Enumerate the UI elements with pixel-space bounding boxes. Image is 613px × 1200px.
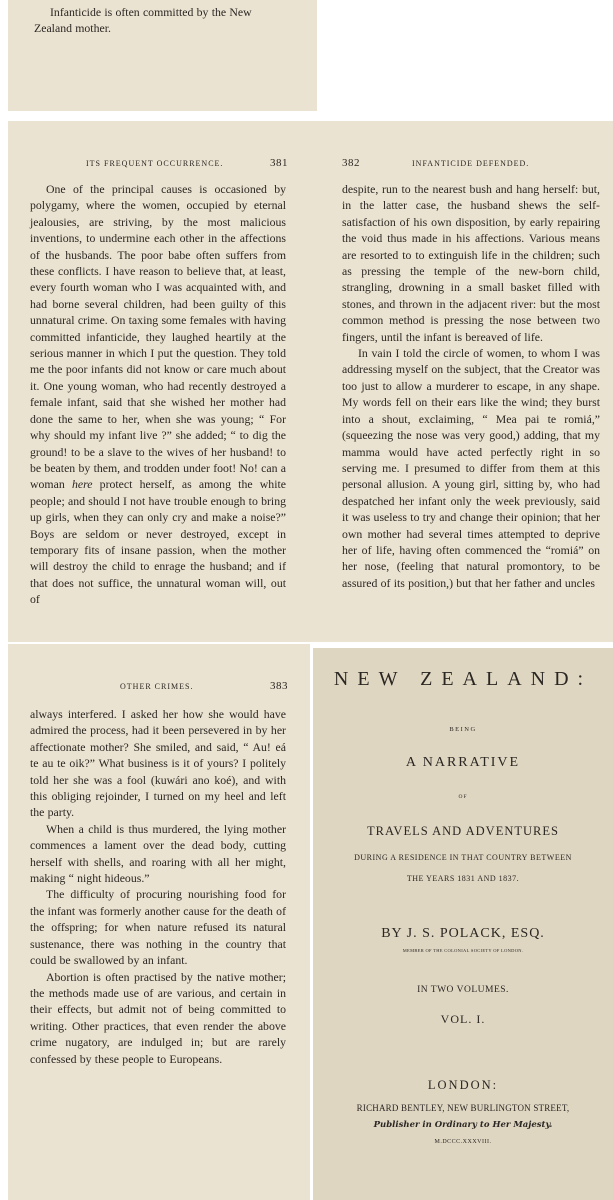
body-text [30,706,286,1067]
page-382 [310,121,613,642]
paragraph: always interfered. I asked her how she would have admired the process, had it been persevered in by her affectionate mother? She smiled, and said, “ Au! eá te au te oik?” What business is it of yours? I politely told her she was a fool (kuwári ano koé), and with this obliging rejoinder, I turned on my heel and left the party. [30,707,286,820]
title-page [313,648,613,1200]
header-title: ITS FREQUENT OCCURRENCE. [86,159,224,168]
paragraph: One of the principal causes is occasioned by polygamy, where the women, occupied by eternal jealousies, are striving, by the most malicious inventions, to undermine each other in the affections of the husbands. The poor babe often suffers from these conflicts. I have reason to believe that, at least, every fourth woman who I was acquainted with, and had borne several children, had been guilty of this unnatural crime. On taxing some females with having committed infanticide, they laughed heartily at the serious manner in which I put the question. They told me the poor infants did not know or care much about it. One young woman, who had recently destroyed a female infant, said that she wished her mother had done the same to her, when she was young; “ For why should my infant live ?” she added; “ to dig the ground! to be a slave to the wives of her husband! to be beaten by them, and trodden under foot! No! can a woman here protect herself, as among the white people; and should I not have trouble enough to bring up girls, when they can only cry and make a noise?” Boys are seldom or never destroyed, except in temporary fits of insane passion, when the mother will destroy the child to enrage the husband; and if that does not suffice, the unnatural woman will, out of [30,182,286,607]
main-title: NEW ZEALAND: [333,668,593,690]
body-text [30,181,286,608]
body-text [342,181,600,591]
page-381 [8,121,310,642]
author-name: BY J. S. POLACK, ESQ. [381,926,545,941]
london-text: LONDON: [427,1078,499,1092]
being-text: BEING [449,726,477,733]
society-text: MEMBER OF THE COLONIAL SOCIETY OF LONDON. [402,948,524,953]
volumes-text: IN TWO VOLUMES. [417,985,509,995]
fragment-line-1: Infanticide is often committed by the New [50,5,252,19]
ordinary-text: Publisher in Ordinary to Her Majesty. [373,1120,553,1130]
header-title: INFANTICIDE DEFENDED. [412,159,530,168]
paragraph: Abortion is often practised by the native mother; the methods made use of are various, and certain in their effects, but admit not of being committed to writing. Other practices, that even render the above crime nugatory, are indulged in; but are rarely confessed by these people to Europeans. [30,969,286,1066]
page-383 [8,644,310,1200]
volume-number: VOL. I. [440,1012,486,1026]
narrative-title: A NARRATIVE [405,755,521,770]
paragraph: In vain I told the circle of women, to whom I was addressing myself on the subject, that the Creator was too just to allow a murderer to escape, in any shape. My words fell on their ears like the wind; they burst into a shout, exclaiming, “ Mea pai te romiá,” (squeezing the nose was very good,) adding, that my mamma would have acted perfectly right in so serving me. I presumed to differ from them at this personal allusion. A young girl, sitting by, who had despatched her infant only the week previously, said it was useless to try and change their opinion; that her own mother had several times attempted to deprive her of life, having often commenced the “romiá” on her nose, (feeling that natural promontory, to be assured of its position,) but that her father and uncles [342,346,600,590]
of-text: OF [458,794,468,800]
years-text: THE YEARS 1831 AND 1837. [406,874,520,883]
fragment-page [8,0,317,111]
date-text: M.DCCC.XXXVIII. [434,1139,492,1145]
travels-title: TRAVELS AND ADVENTURES [367,824,559,838]
running-header [86,159,296,168]
publisher-text: RICHARD BENTLEY, NEW BURLINGTON STREET, [356,1103,570,1113]
fragment-text [34,4,304,37]
page-number: 381 [270,157,288,169]
header-title: OTHER CRIMES. [120,682,194,691]
paragraph: When a child is thus murdered, the lying mother commences a lament over the dead body, cutting herself with shells, and roaring with all her might, making “ night hideous.” [30,821,286,886]
page-number: 383 [270,680,288,692]
fragment-line-2: Zealand mother. [34,21,111,36]
running-header [120,682,300,691]
paragraph: despite, run to the nearest bush and hang herself: but, in the latter case, the husband shews the self-satisfaction of his own disposition, by early repairing the void thus made in his affections. Various means are resorted to to extinguish life in the children; such as pressing the temple of the new-born child, strangling, drowning in a small basket filled with stones, and thrown in the adjacent river: but the most common method is pressing the nose between two fingers, until the infant is bereaved of life. [342,182,600,344]
paragraph: The difficulty of procuring nourishing food for the infant was formerly another cause for the death of the offspring; for when nature refused its natural sustenance, there was nothing in the country that could be swallowed by an infant. [30,887,286,968]
page-number: 382 [342,157,360,169]
residence-text: DURING A RESIDENCE IN THAT COUNTRY BETWEEN [354,853,572,862]
